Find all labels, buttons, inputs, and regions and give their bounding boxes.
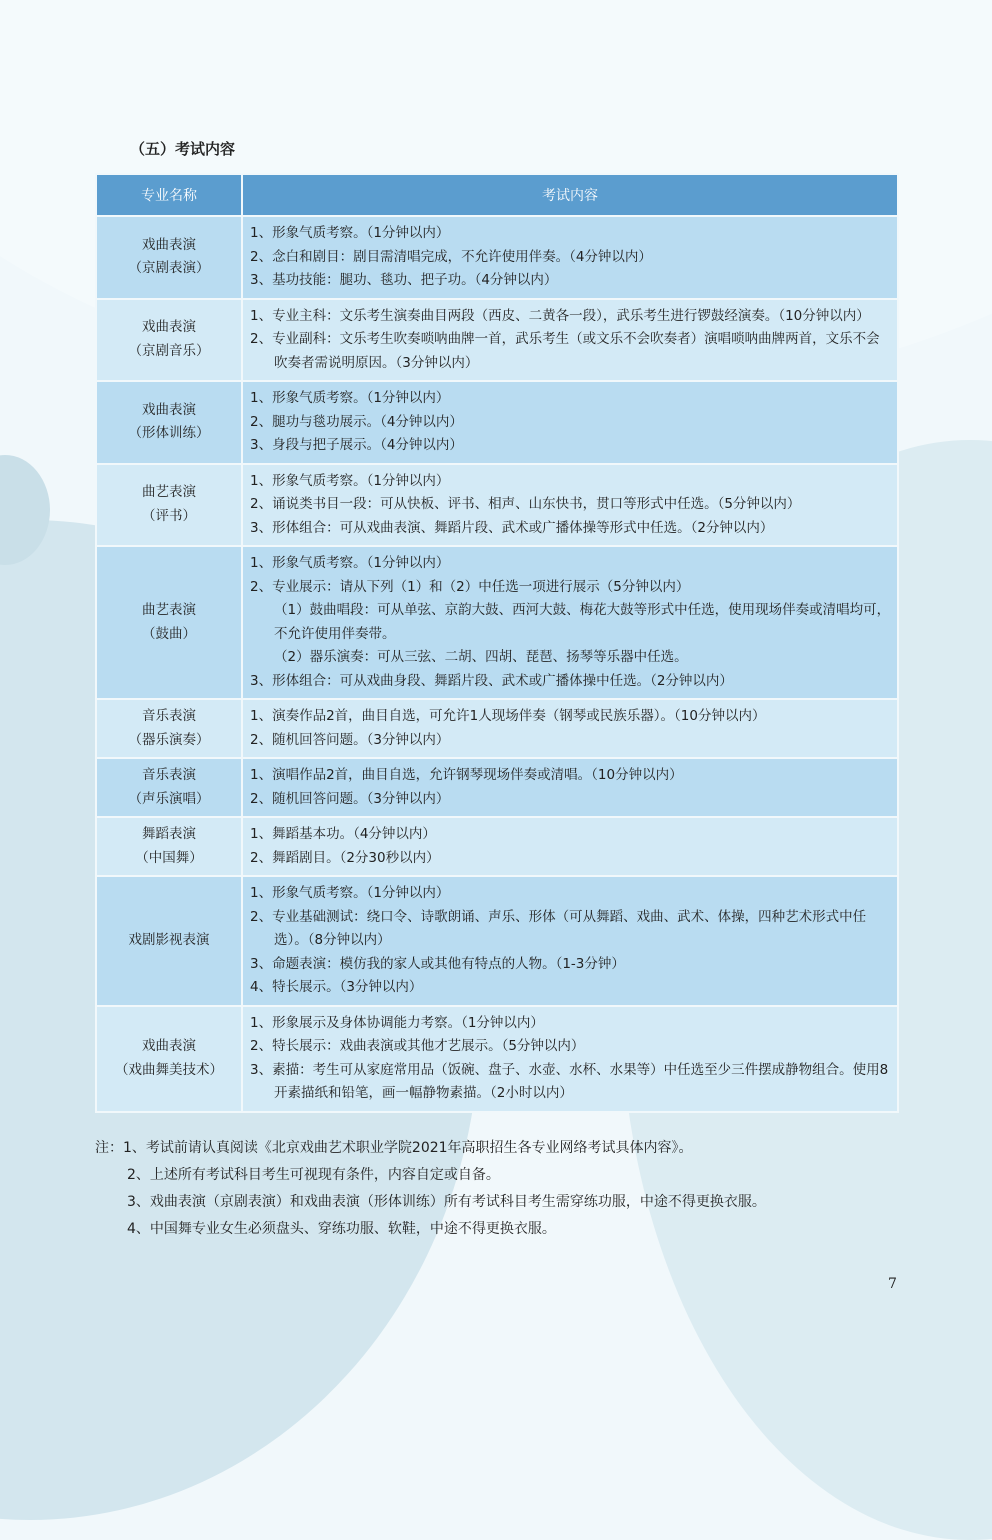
exam-item: 1、形象气质考察。（1分钟以内）: [250, 472, 450, 489]
exam-item: 2、舞蹈剧目。（2分30秒以内）: [250, 849, 440, 866]
major-cell: [96, 216, 242, 299]
note-2: 2、上述所有考试科目考生可视现有条件，内容自定或自备。: [127, 1167, 500, 1183]
header-content: 考试内容: [242, 174, 898, 216]
exam-item: 2、专业展示：请从下列（1）和（2）中任选一项进行展示（5分钟以内）: [250, 578, 690, 595]
major-cell: [96, 758, 242, 817]
table-row: [96, 546, 898, 699]
table-row: [96, 876, 898, 1006]
table-body: [96, 216, 898, 1112]
content-cell: [242, 699, 898, 758]
note-1: 注：1、考试前请认真阅读《北京戏曲艺术职业学院2021年高职招生各专业网络考试具体内容》。: [95, 1140, 693, 1156]
major-name-line: （评书）: [142, 507, 196, 524]
major-name-line: 戏剧影视表演: [128, 932, 210, 948]
table-header-row: [96, 174, 898, 216]
major-name-line: （器乐演奏）: [128, 731, 210, 748]
exam-item: 1、形象气质考察。（1分钟以内）: [250, 555, 450, 571]
exam-item: 3、命题表演：模仿我的家人或其他有特点的人物。（1-3分钟）: [250, 955, 625, 972]
exam-item: 1、专业主科：文乐考生演奏曲目两段（西皮、二黄各一段），武乐考生进行锣鼓经演奏。（10分钟以内）: [250, 307, 870, 324]
major-cell: [96, 699, 242, 758]
content-cell: [242, 299, 898, 382]
exam-item: 2、诵说类书目一段：可从快板、评书、相声、山东快书，贯口等形式中任选。（5分钟以内）: [250, 496, 801, 512]
major-cell: [96, 381, 242, 464]
exam-item: 3、基功技能：腿功、毯功、把子功。（4分钟以内）: [250, 272, 558, 288]
exam-item: 1、形象展示及身体协调能力考察。（1分钟以内）: [250, 1014, 544, 1031]
exam-item: 2、随机回答问题。（3分钟以内）: [250, 790, 450, 807]
major-name-line: （京剧音乐）: [128, 342, 210, 359]
major-name-line: 戏曲表演: [142, 236, 196, 253]
major-name-line: 音乐表演: [142, 708, 196, 724]
exam-item: 1、形象气质考察。（1分钟以内）: [250, 225, 450, 241]
major-name-line: 戏曲表演: [142, 319, 196, 336]
major-name-line: 舞蹈表演: [142, 826, 196, 842]
exam-content-table: [95, 173, 899, 1113]
table-row: [96, 216, 898, 299]
table-row: [96, 381, 898, 464]
table-row: [96, 464, 898, 547]
header-major: 专业名称: [96, 174, 242, 216]
exam-item: 1、形象气质考察。（1分钟以内）: [250, 390, 450, 406]
content-cell: [242, 817, 898, 876]
major-cell: [96, 1006, 242, 1112]
exam-item: 3、形体组合：可从戏曲表演、舞蹈片段、武术或广播体操等形式中任选。（2分钟以内）: [250, 519, 774, 536]
content-cell: [242, 381, 898, 464]
exam-item: 2、随机回答问题。（3分钟以内）: [250, 731, 450, 748]
major-name-line: 音乐表演: [142, 767, 196, 783]
major-cell: [96, 546, 242, 699]
major-name-line: （声乐演唱）: [128, 790, 210, 807]
major-name-line: 曲艺表演: [142, 602, 196, 618]
major-cell: [96, 876, 242, 1006]
exam-item: 1、舞蹈基本功。（4分钟以内）: [250, 826, 436, 842]
major-name-line: （形体训练）: [128, 425, 210, 442]
major-name-line: 戏曲表演: [142, 401, 196, 418]
exam-item: 4、特长展示。（3分钟以内）: [250, 979, 423, 995]
content-cell: [242, 546, 898, 699]
major-cell: [96, 299, 242, 382]
exam-item: 1、演奏作品2首，曲目自选，可允许1人现场伴奏（钢琴或民族乐器）。（10分钟以内）: [250, 708, 766, 724]
major-name-line: （京剧表演）: [128, 260, 210, 277]
content-cell: [242, 216, 898, 299]
major-name-line: 戏曲表演: [142, 1038, 196, 1054]
major-name-line: （鼓曲）: [142, 625, 196, 642]
section-title: （五）考试内容: [130, 140, 236, 158]
content-cell: [242, 1006, 898, 1112]
table-row: [96, 699, 898, 758]
note-3: 3、戏曲表演（京剧表演）和戏曲表演（形体训练）所有考试科目考生需穿练功服，中途不得更换衣服。: [127, 1194, 766, 1210]
note-4: 4、中国舞专业女生必须盘头、穿练功服、软鞋，中途不得更换衣服。: [127, 1221, 556, 1237]
exam-item: 3、形体组合：可从戏曲身段、舞蹈片段、武术或广播体操中任选。（2分钟以内）: [250, 672, 733, 689]
table-row: [96, 1006, 898, 1112]
exam-item: 1、演唱作品2首，曲目自选，允许钢琴现场伴奏或清唱。（10分钟以内）: [250, 767, 683, 783]
major-cell: [96, 464, 242, 547]
content-cell: [242, 758, 898, 817]
table-row: [96, 299, 898, 382]
page-number: 7: [888, 1276, 897, 1292]
table-row: [96, 817, 898, 876]
major-name-line: （戏曲舞美技术）: [115, 1061, 223, 1078]
exam-item: 2、专业基础测试：绕口令、诗歌朗诵、声乐、形体（可从舞蹈、戏曲、武术、体操，四种艺术形式中任选）。（8分钟以内）: [250, 908, 867, 948]
notes: [95, 1135, 915, 1243]
major-cell: [96, 817, 242, 876]
major-name-line: 曲艺表演: [142, 484, 196, 501]
exam-item: 2、专业副科：文乐考生吹奏唢呐曲牌一首，武乐考生（或文乐不会吹奏者）演唱唢呐曲牌两首，文乐不会吹奏者需说明原因。（3分钟以内）: [250, 331, 880, 371]
content-cell: [242, 464, 898, 547]
exam-item: 3、素描：考生可从家庭常用品（饭碗、盘子、水壶、水杯、水果等）中任选至少三件摆成静物组合。使用8开素描纸和铅笔，画一幅静物素描。（2小时以内）: [250, 1061, 889, 1101]
major-name-line: （中国舞）: [135, 849, 203, 866]
exam-item: （2）器乐演奏：可从三弦、二胡、四胡、琵琶、扬琴等乐器中任选。: [274, 649, 688, 665]
exam-item: 2、念白和剧目：剧目需清唱完成，不允许使用伴奏。（4分钟以内）: [250, 248, 652, 265]
content-cell: [242, 876, 898, 1006]
exam-item: （1）鼓曲唱段：可从单弦、京韵大鼓、西河大鼓、梅花大鼓等形式中任选，使用现场伴奏或清唱均可，不允许使用伴奏带。: [274, 602, 891, 642]
exam-item: 2、特长展示：戏曲表演或其他才艺展示。（5分钟以内）: [250, 1038, 585, 1054]
table-row: [96, 758, 898, 817]
exam-item: 1、形象气质考察。（1分钟以内）: [250, 885, 450, 901]
exam-item: 3、身段与把子展示。（4分钟以内）: [250, 437, 463, 453]
exam-item: 2、腿功与毯功展示。（4分钟以内）: [250, 413, 463, 430]
